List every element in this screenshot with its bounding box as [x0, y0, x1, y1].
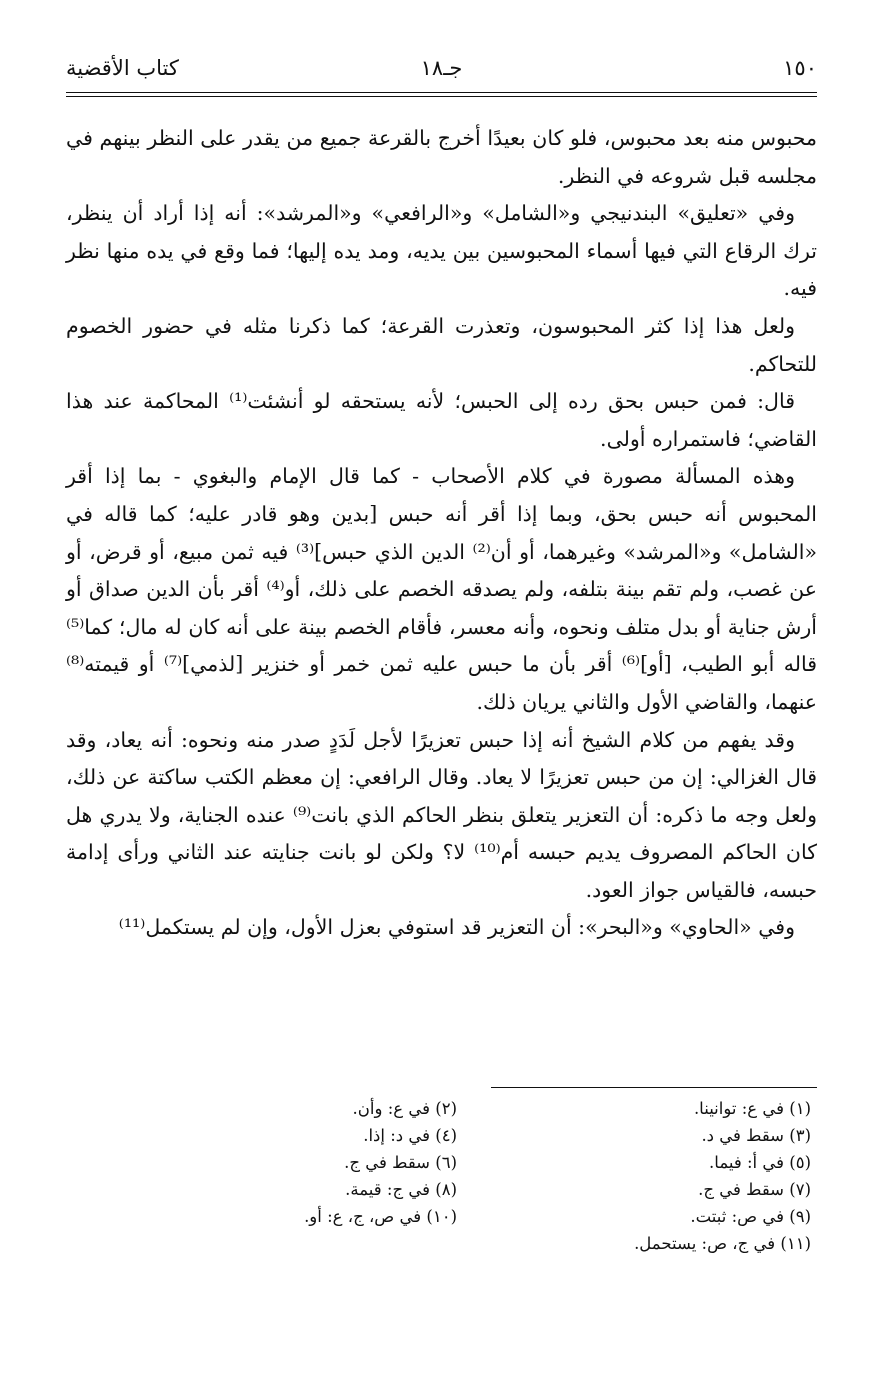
footnote: (٩) في ص: ثبتت.	[690, 1207, 811, 1226]
volume-label: جـ١٨	[420, 56, 463, 80]
paragraph: وهذه المسألة مصورة في كلام الأصحاب - كما قال الإمام والبغوي - بما إذا أقر المحبوس أنه حبس بحق، وبما إذا أقر أنه حبس [بدين وهو قادر عليه؛ كما قاله في «الشامل» و«المرشد» وغيرهما، أو أن⁽²⁾ الدين الذي حبس]⁽³⁾ فيه ثمن مبيع، أو قرض، أو عن غصب، ولم تقم بينة بتلفه، ولم يصدقه الخصم على ذلك، أو⁽⁴⁾ أقر بأن الدين صداق أو أرش جناية أو بدل متلف ونحوه، وأنه معسر، فأقام الخصم بينة على أنه كان له مال؛ كما⁽⁵⁾ قاله أبو الطيب، [أو]⁽⁶⁾ أقر بأن ما حبس عليه ثمن خمر أو خنزير [لذمي]⁽⁷⁾ أو قيمته⁽⁸⁾ عنهما، والقاضي الأول والثاني يريان ذلك.	[66, 464, 818, 714]
footnote: (٣) سقط في د.	[701, 1126, 811, 1145]
book-title: كتاب الأقضية	[66, 56, 179, 80]
paragraph: قال: فمن حبس بحق رده إلى الحبس؛ لأنه يستحقه لو أنشئت⁽¹⁾ المحاكمة عند هذا القاضي؛ فاستمراره أولى.	[66, 389, 817, 451]
footnote: (٢) في ع: وأن.	[352, 1099, 457, 1118]
running-header	[66, 52, 817, 88]
footnote: (٤) في د: إذا.	[363, 1126, 457, 1145]
footnote: (٨) في ج: قيمة.	[345, 1180, 457, 1199]
paragraph: وقد يفهم من كلام الشيخ أنه إذا حبس تعزيرًا لأجل لَدَدٍ صدر منه ونحوه: أنه يعاد، وقد قال الغزالي: إن من حبس تعزيرًا لا يعاد. وقال الرافعي: إن معظم الكتب ساكتة عن ذلك، ولعل وجه ما ذكره: أن التعزير يتعلق بنظر الحاكم الذي بانت⁽⁹⁾ عنده الجناية، ولا يدري هل كان الحاكم المصروف يديم حبسه أم⁽¹⁰⁾ لا؟ ولكن لو بانت جنايته عند الثاني ورأى إدامة حبسه، فالقياس جواز العود.	[66, 727, 817, 902]
paragraph: وفي «تعليق» البندنيجي و«الشامل» و«الرافعي» و«المرشد»: أنه إذا أراد أن ينظر، ترك الرقاع التي فيها أسماء المحبوسين بين يديه، ومد يده إليها؛ فما وقع في يده منها نظر فيه.	[66, 201, 817, 301]
footnote: (١٠) في ص، ج، ع: أو.	[304, 1207, 457, 1226]
paragraph: محبوس منه بعد محبوس، فلو كان بعيدًا أخرج بالقرعة جميع من يقدر على النظر بينهم في مجلسه قبل شروعه في النظر.	[66, 126, 817, 188]
header-rule	[66, 92, 817, 93]
footnote: (٧) سقط في ج.	[698, 1180, 811, 1199]
paragraph: ولعل هذا إذا كثر المحبوسون، وتعذرت القرعة؛ كما ذكرنا مثله في حضور الخصوم للتحاكم.	[66, 313, 817, 376]
footnote: (١١) في ج، ص: يستحمل.	[634, 1234, 811, 1253]
footnote: (٥) في أ: فيما.	[709, 1153, 811, 1172]
footnote: (١) في ع: توانينا.	[693, 1099, 811, 1118]
header-rule-second	[66, 96, 817, 97]
paragraph: وفي «الحاوي» و«البحر»: أن التعزير قد استوفي بعزل الأول، وإن لم يستكمل⁽¹¹⁾	[118, 915, 795, 940]
footnote: (٦) سقط في ج.	[344, 1153, 457, 1172]
page-number: ١٥٠	[783, 56, 817, 80]
footnotes	[66, 1097, 817, 1317]
main-text	[66, 120, 817, 947]
footnote-separator	[491, 1087, 817, 1088]
